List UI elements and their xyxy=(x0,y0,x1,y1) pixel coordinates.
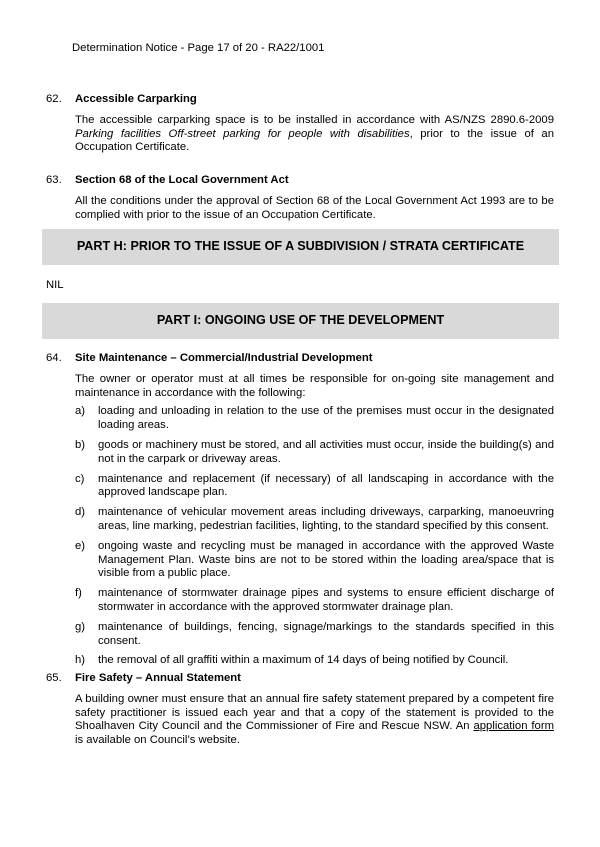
condition-text: A building owner must ensure that an annual fire safety statement prepared by a competent fire safety practitioner is issued each year and that a copy of the statement is provided to the Shoalhaven City Council and the Commissioner of Fire and Rescue NSW. An application form is available on Council’s website. xyxy=(75,692,554,747)
condition-title: Accessible Carparking xyxy=(75,93,197,105)
list-item: h) the removal of all graffiti within a maximum of 14 days of being notified by Council. xyxy=(75,654,509,667)
condition-65 xyxy=(46,672,554,748)
maintenance-list xyxy=(75,405,554,668)
condition-title: Section 68 of the Local Government Act xyxy=(75,174,289,186)
condition-number: 62. xyxy=(46,93,62,105)
condition-number: 64. xyxy=(46,352,62,364)
list-item: d) maintenance of vehicular movement areas including driveways, carparking, manoeuvring areas, line marking, pedestrian facilities, lighting, to the standard specified by this consent. xyxy=(75,506,554,532)
condition-64 xyxy=(46,352,554,674)
application-form-link[interactable]: application form xyxy=(473,720,554,733)
condition-title: Site Maintenance – Commercial/Industrial Development xyxy=(75,352,373,364)
list-item: f) maintenance of stormwater drainage pipes and systems to ensure efficient discharge of stormwater in accordance with the approved stormwater drainage plan. xyxy=(75,587,554,613)
list-item: g) maintenance of buildings, fencing, signage/markings to the standards specified in this consent. xyxy=(75,620,554,647)
list-item: a) loading and unloading in relation to the use of the premises must occur in the designated loading areas. xyxy=(75,405,554,432)
condition-intro: The owner or operator must at all times be responsible for on-going site management and maintenance in accordance with the following: xyxy=(75,372,554,399)
condition-text: All the conditions under the approval of Section 68 of the Local Government Act 1993 are to be complied with prior to the issue of an Occupation Certificate. xyxy=(75,194,554,221)
condition-63 xyxy=(46,174,554,222)
list-item: b) goods or machinery must be stored, and all activities must occur, inside the building(s) and not in the carpark or driveway areas. xyxy=(75,438,554,465)
condition-title: Fire Safety – Annual Statement xyxy=(75,672,241,684)
condition-62 xyxy=(46,93,554,155)
page-header: Determination Notice - Page 17 of 20 - RA22/1001 xyxy=(72,42,325,54)
part-i-heading: PART I: ONGOING USE OF THE DEVELOPMENT xyxy=(42,303,559,339)
condition-text: The accessible carparking space is to be installed in accordance with AS/NZS 2890.6-2009 Parking facilities Off-street parking for people with disabilities, prior to the issue of an Occupation Certificate. xyxy=(75,113,554,154)
condition-number: 63. xyxy=(46,174,62,186)
nil-text: NIL xyxy=(46,279,64,291)
condition-number: 65. xyxy=(46,672,62,684)
list-item: c) maintenance and replacement (if necessary) of all landscaping in accordance with the approved landscape plan. xyxy=(75,472,554,499)
part-h-heading: PART H: PRIOR TO THE ISSUE OF A SUBDIVISION / STRATA CERTIFICATE xyxy=(42,229,559,265)
list-item: e) ongoing waste and recycling must be managed in accordance with the approved Waste Management Plan. Waste bins are not to be stored within the loading area/space that is visible from a public place. xyxy=(75,539,554,580)
